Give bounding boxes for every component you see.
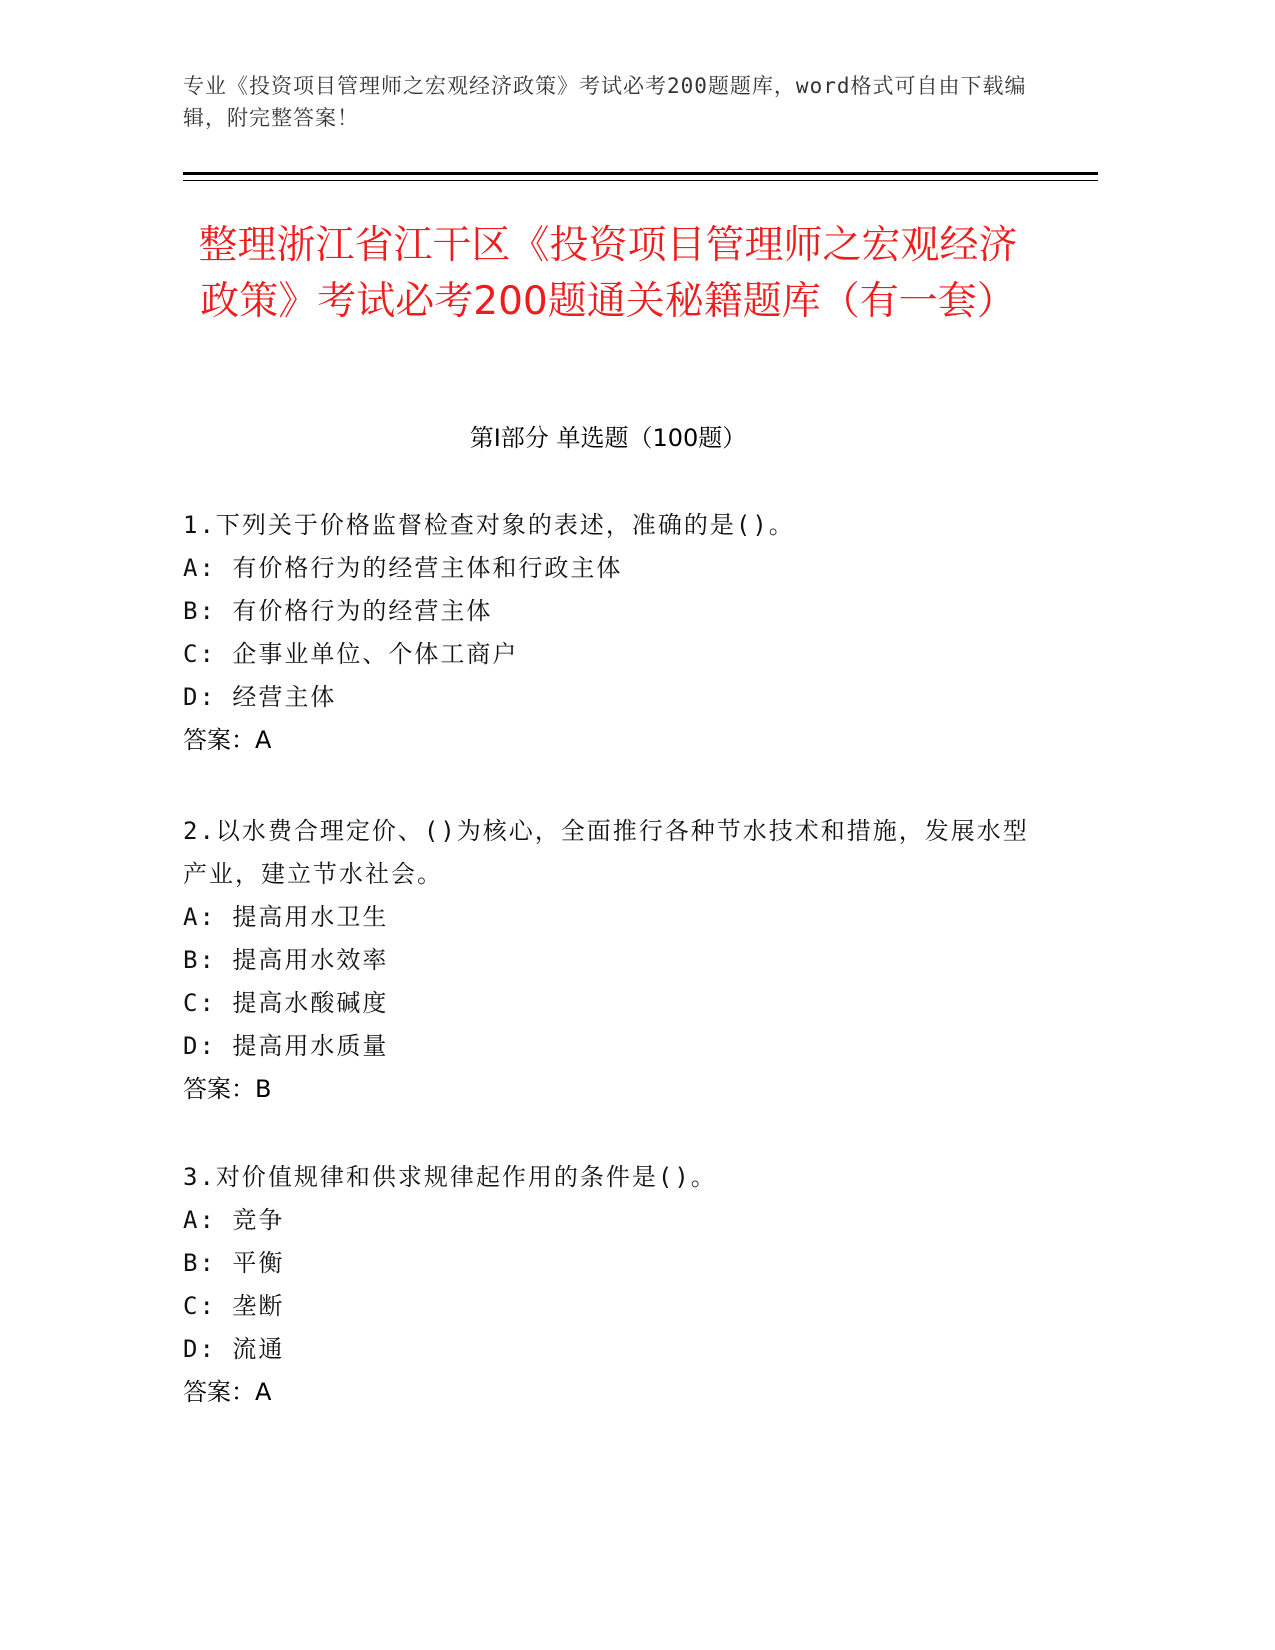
option-c: C: 垄断: [183, 1292, 285, 1320]
option-a: A: 竞争: [183, 1206, 285, 1234]
question-3: [183, 1156, 1033, 1414]
answer: 答案：A: [183, 726, 272, 754]
option-b: B: 有价格行为的经营主体: [183, 597, 493, 625]
question-stem: 1.下列关于价格监督检查对象的表述，准确的是()。: [183, 511, 795, 539]
header-divider-thick: [183, 172, 1098, 175]
answer: 答案：A: [183, 1378, 272, 1406]
option-a: A: 提高用水卫生: [183, 903, 389, 931]
option-d: D: 提高用水质量: [183, 1032, 389, 1060]
question-stem: 2.以水费合理定价、()为核心，全面推行各种节水技术和措施，发展水型产业，建立节水社会。: [183, 817, 1029, 888]
option-c: C: 企事业单位、个体工商户: [183, 640, 519, 668]
option-d: D: 经营主体: [183, 683, 337, 711]
header-note: 专业《投资项目管理师之宏观经济政策》考试必考200题题库，word格式可自由下载编辑，附完整答案！: [183, 74, 1027, 130]
header-divider-thin: [183, 180, 1098, 181]
answer: 答案：B: [183, 1075, 272, 1103]
question-stem: 3.对价值规律和供求规律起作用的条件是()。: [183, 1163, 717, 1191]
question-2: [183, 810, 1033, 1111]
option-a: A: 有价格行为的经营主体和行政主体: [183, 554, 623, 582]
option-b: B: 平衡: [183, 1249, 285, 1277]
option-b: B: 提高用水效率: [183, 946, 389, 974]
option-c: C: 提高水酸碱度: [183, 989, 389, 1017]
section-heading: 第I部分 单选题（100题）: [469, 424, 747, 452]
question-1: [183, 504, 1033, 762]
option-d: D: 流通: [183, 1335, 285, 1363]
document-title: 整理浙江省江干区《投资项目管理师之宏观经济政策》考试必考200题通关秘籍题库（有一套）: [198, 223, 1018, 324]
